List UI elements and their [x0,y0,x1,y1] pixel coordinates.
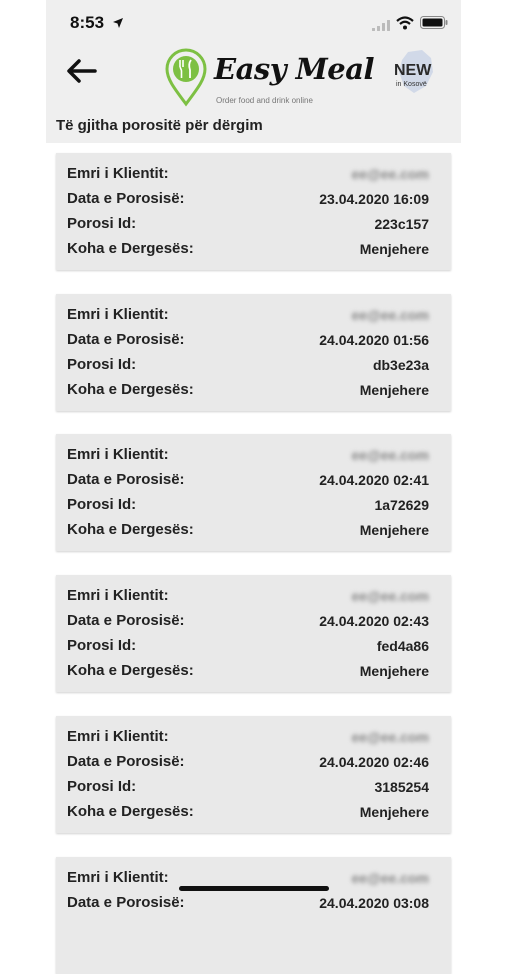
order-card[interactable] [56,575,451,692]
client-label: Emri i Klientit: [67,587,169,604]
date-label: Data e Porosisë: [67,471,185,488]
delivery-label: Koha e Dergesës: [67,803,194,820]
cellular-signal-icon [372,18,390,36]
client-label: Emri i Klientit: [67,446,169,463]
date-label: Data e Porosisë: [67,612,185,629]
order-card[interactable] [56,716,451,833]
easy-meal-logo [164,48,375,110]
status-bar [46,0,461,46]
badge-subtitle: in Kosovë [396,81,427,88]
date-label: Data e Porosisë: [67,894,185,911]
order-card[interactable] [56,857,451,974]
brand-tagline: Order food and drink online [216,96,313,105]
order-id: 1a72629 [374,497,429,513]
order-id-label: Porosi Id: [67,356,137,373]
delivery-time: Menjehere [359,522,429,538]
client-email: ee@ee.com [351,588,429,604]
order-id: 223c157 [374,216,429,232]
order-date: 24.04.2020 01:56 [319,332,429,348]
delivery-time: Menjehere [359,804,429,820]
client-label: Emri i Klientit: [67,306,169,323]
delivery-time: Menjehere [359,382,429,398]
delivery-label: Koha e Dergesës: [67,240,194,257]
wifi-icon [396,16,414,35]
badge-title: NEW [394,62,432,79]
order-date: 24.04.2020 02:41 [319,472,429,488]
back-button[interactable] [64,57,98,85]
delivery-time: Menjehere [359,241,429,257]
arrow-left-icon [64,72,98,89]
brand-name: Easy Meal [214,52,375,86]
order-id: fed4a86 [376,638,429,654]
app-header [46,0,461,143]
date-label: Data e Porosisë: [67,753,185,770]
status-time: 8:53 [70,13,105,32]
order-date: 24.04.2020 02:43 [319,613,429,629]
client-email: ee@ee.com [351,870,429,886]
order-date: 24.04.2020 03:08 [319,895,429,911]
delivery-label: Koha e Dergesës: [67,381,194,398]
order-id-label: Porosi Id: [67,496,137,513]
battery-icon [420,16,448,34]
delivery-time: Menjehere [359,663,429,679]
order-id-label: Porosi Id: [67,637,137,654]
new-in-kosovo-badge [390,50,440,94]
order-id: db3e23a [372,357,429,373]
date-label: Data e Porosisë: [67,190,185,207]
order-id: 3185254 [374,779,429,795]
client-email: ee@ee.com [351,729,429,745]
client-email: ee@ee.com [351,307,429,323]
client-email: ee@ee.com [351,166,429,182]
order-id-label: Porosi Id: [67,215,137,232]
page-title: Të gjitha porositë për dërgim [56,117,263,134]
delivery-label: Koha e Dergesës: [67,662,194,679]
client-label: Emri i Klientit: [67,869,169,886]
client-email: ee@ee.com [351,447,429,463]
order-card[interactable] [56,434,451,551]
order-id-label: Porosi Id: [67,778,137,795]
location-arrow-icon [112,16,124,34]
delivery-label: Koha e Dergesës: [67,521,194,538]
client-label: Emri i Klientit: [67,728,169,745]
date-label: Data e Porosisë: [67,331,185,348]
order-card[interactable] [56,153,451,270]
phone-screen [46,0,461,911]
map-pin-fork-knife-icon [164,48,208,111]
home-indicator[interactable] [179,886,329,891]
order-date: 23.04.2020 16:09 [319,191,429,207]
order-card[interactable] [56,294,451,411]
order-date: 24.04.2020 02:46 [319,754,429,770]
client-label: Emri i Klientit: [67,165,169,182]
